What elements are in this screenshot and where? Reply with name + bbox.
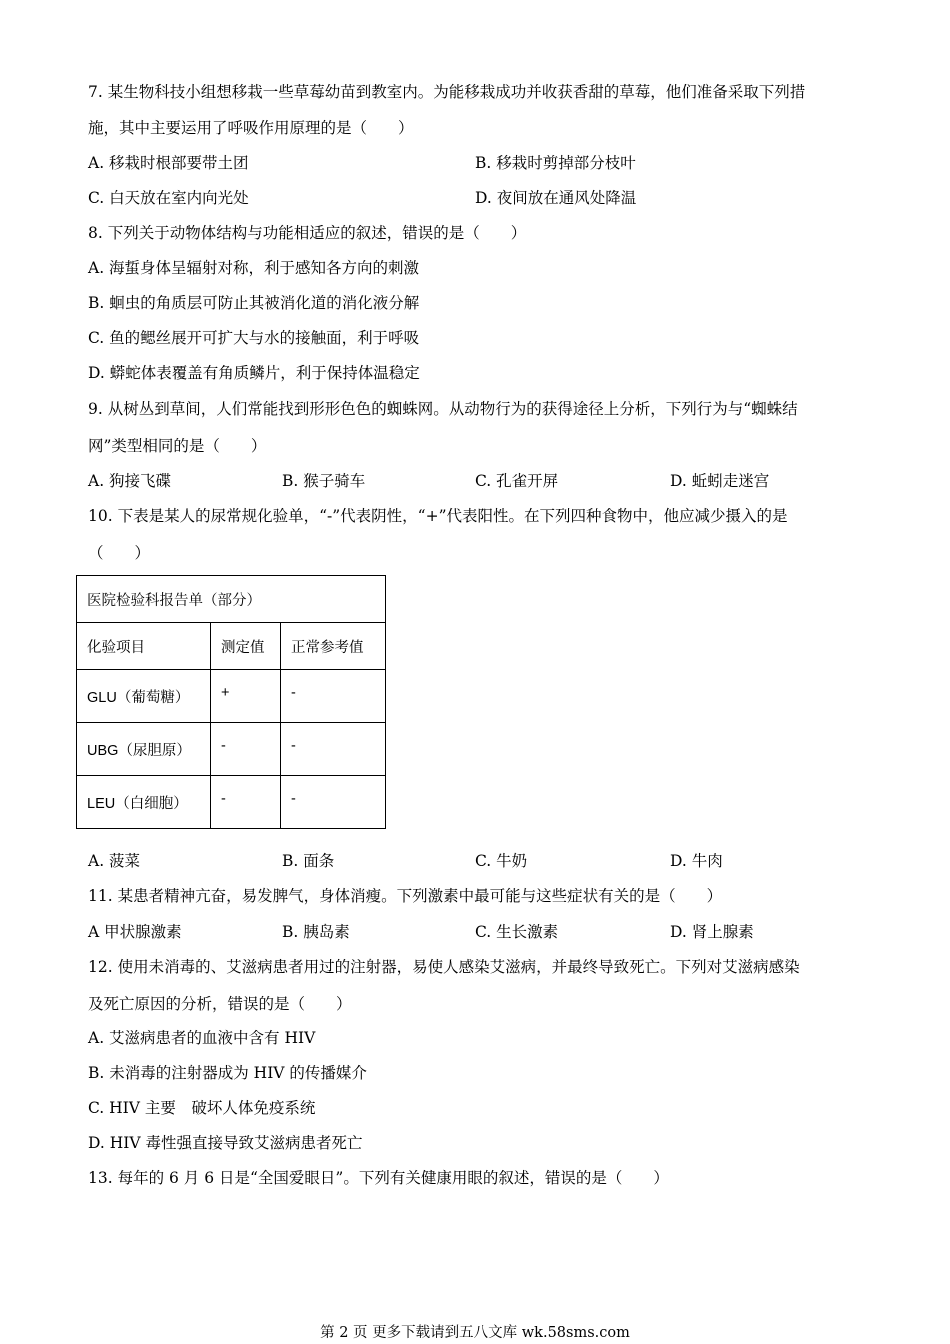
header-reference: 正常参考值 — [281, 623, 386, 670]
header-item: 化验项目 — [77, 623, 211, 670]
q8-option-a: A. 海蜇身体呈辐射对称，利于感知各方向的刺激 — [88, 259, 420, 277]
q7-stem: 7. 某生物科技小组想移栽一些草莓幼苗到教室内。为能移栽成功并收获香甜的草莓，他们准备采取下列措 — [88, 83, 806, 101]
table-title-row — [77, 576, 386, 623]
q11-option-a: A 甲状腺激素 — [88, 923, 182, 941]
q8-option-c: C. 鱼的鳃丝展开可扩大与水的接触面，利于呼吸 — [88, 329, 420, 347]
lab-report-table — [76, 575, 386, 829]
row-value: - — [211, 776, 281, 829]
row-value: + — [211, 670, 281, 723]
q11-option-c: C. 生长激素 — [475, 923, 559, 941]
q12-option-c: C. HIV 主要 破坏人体免疫系统 — [88, 1099, 316, 1117]
q7-option-d: D. 夜间放在通风处降温 — [475, 189, 637, 207]
q11-stem: 11. 某患者精神亢奋，易发脾气，身体消瘦。下列激素中最可能与这些症状有关的是（ ） — [88, 887, 723, 905]
table-header-row — [77, 623, 386, 670]
q10-stem-cont: （ ） — [88, 544, 151, 562]
q8-stem: 8. 下列关于动物体结构与功能相适应的叙述，错误的是（ ） — [88, 224, 527, 242]
q12-option-d: D. HIV 毒性强直接导致艾滋病患者死亡 — [88, 1134, 363, 1152]
q7-stem-cont: 施，其中主要运用了呼吸作用原理的是（ ） — [88, 119, 414, 137]
q10-option-b: B. 面条 — [282, 852, 335, 870]
q12-option-b: B. 未消毒的注射器成为 HIV 的传播媒介 — [88, 1064, 367, 1082]
table-title: 医院检验科报告单（部分） — [77, 576, 386, 623]
q12-option-a: A. 艾滋病患者的血液中含有 HIV — [88, 1029, 316, 1047]
q9-option-a: A. 狗接飞碟 — [88, 472, 172, 490]
q10-option-d: D. 牛肉 — [670, 852, 723, 870]
row-item: LEU（白细胞） — [77, 776, 211, 829]
q12-stem-cont: 及死亡原因的分析，错误的是（ ） — [88, 995, 352, 1013]
q7-option-a: A. 移栽时根部要带土团 — [88, 154, 249, 172]
q10-stem: 10. 下表是某人的尿常规化验单，“-”代表阴性，“+”代表阳性。在下列四种食物中，他应减少摄入的是 — [88, 507, 788, 525]
q10-option-c: C. 牛奶 — [475, 852, 528, 870]
q9-option-d: D. 蚯蚓走迷宫 — [670, 472, 770, 490]
row-value: - — [211, 723, 281, 776]
q10-option-a: A. 菠菜 — [88, 852, 141, 870]
q8-option-b: B. 蛔虫的角质层可防止其被消化道的消化液分解 — [88, 294, 420, 312]
q11-option-d: D. 肾上腺素 — [670, 923, 754, 941]
q13-stem: 13. 每年的 6 月 6 日是“全国爱眼日”。下列有关健康用眼的叙述，错误的是（ ） — [88, 1169, 669, 1187]
q9-option-c: C. 孔雀开屏 — [475, 472, 559, 490]
table-row — [77, 723, 386, 776]
q7-option-b: B. 移栽时剪掉部分枝叶 — [475, 154, 636, 172]
q9-stem: 9. 从树丛到草间，人们常能找到形形色色的蜘蛛网。从动物行为的获得途径上分析，下列行为与“蜘蛛结 — [88, 400, 798, 418]
row-reference: - — [281, 723, 386, 776]
q8-option-d: D. 蟒蛇体表覆盖有角质鳞片，利于保持体温稳定 — [88, 364, 420, 382]
header-value: 测定值 — [211, 623, 281, 670]
row-reference: - — [281, 670, 386, 723]
q11-option-b: B. 胰岛素 — [282, 923, 350, 941]
q12-stem: 12. 使用未消毒的、艾滋病患者用过的注射器，易使人感染艾滋病，并最终导致死亡。下列对艾滋病感染 — [88, 958, 800, 976]
row-item: UBG（尿胆原） — [77, 723, 211, 776]
table-row — [77, 776, 386, 829]
row-reference: - — [281, 776, 386, 829]
table-row — [77, 670, 386, 723]
page-footer: 第 2 页 更多下载请到五八文库 wk.58sms.com — [320, 1325, 630, 1341]
q7-option-c: C. 白天放在室内向光处 — [88, 189, 249, 207]
row-item: GLU（葡萄糖） — [77, 670, 211, 723]
q9-option-b: B. 猴子骑车 — [282, 472, 366, 490]
q9-stem-cont: 网”类型相同的是（ ） — [88, 437, 267, 455]
